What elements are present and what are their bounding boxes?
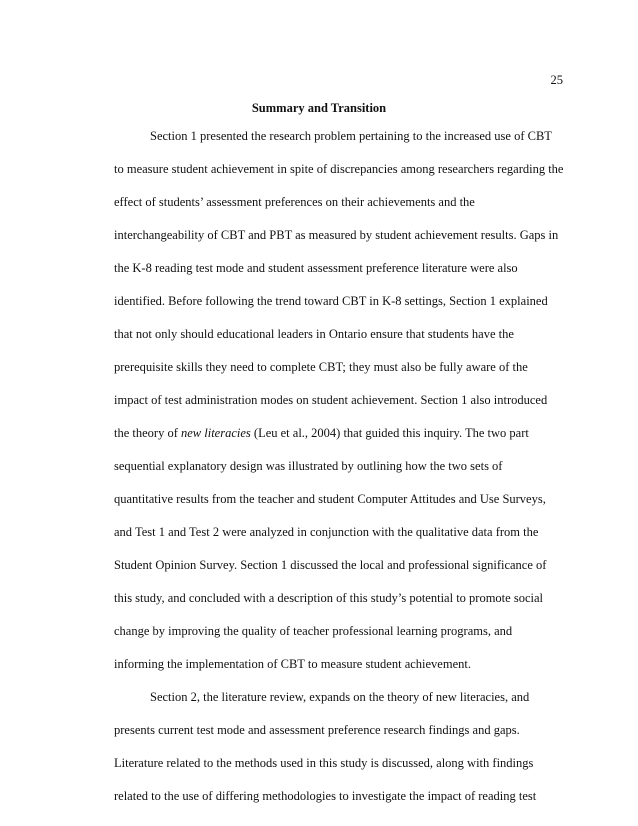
- body-line: identified. Before following the trend toward CBT in K-8 settings, Section 1 explained: [114, 294, 548, 308]
- body-line: Literature related to the methods used in this study is discussed, along with findings: [114, 756, 534, 770]
- page-number: 25: [550, 73, 563, 87]
- text-segment: the theory of: [114, 426, 181, 440]
- body-line: related to the use of differing methodologies to investigate the impact of reading test: [114, 789, 537, 803]
- italic-term: new literacies: [181, 426, 251, 440]
- body-line: to measure student achievement in spite of discrepancies among researchers regarding the: [114, 162, 564, 176]
- body-line: interchangeability of CBT and PBT as measured by student achievement results. Gaps in: [114, 228, 559, 242]
- body-line: Student Opinion Survey. Section 1 discussed the local and professional significance of: [114, 558, 547, 572]
- body-line: informing the implementation of CBT to measure student achievement.: [114, 657, 471, 671]
- body-line: quantitative results from the teacher and student Computer Attitudes and Use Surveys,: [114, 492, 546, 506]
- body-line: and Test 1 and Test 2 were analyzed in conjunction with the qualitative data from the: [114, 525, 539, 539]
- body-line: Section 1 presented the research problem pertaining to the increased use of CBT: [150, 129, 552, 143]
- body-line: Section 2, the literature review, expands on the theory of new literacies, and: [150, 690, 530, 704]
- body-line: that not only should educational leaders in Ontario ensure that students have the: [114, 327, 514, 341]
- section-heading: Summary and Transition: [251, 101, 387, 115]
- body-line: sequential explanatory design was illustrated by outlining how the two sets of: [114, 459, 503, 473]
- body-line: this study, and concluded with a description of this study’s potential to promote social: [114, 591, 543, 605]
- body-line: the K-8 reading test mode and student assessment preference literature were also: [114, 261, 518, 275]
- body-line-with-italic: [114, 425, 529, 441]
- body-line: effect of students’ assessment preferences on their achievements and the: [114, 195, 475, 209]
- body-line: prerequisite skills they need to complete CBT; they must also be fully aware of the: [114, 360, 528, 374]
- text-segment: (Leu et al., 2004) that guided this inquiry. The two part: [250, 426, 529, 440]
- body-line: presents current test mode and assessment preference research findings and gaps.: [114, 723, 520, 737]
- body-line: impact of test administration modes on student achievement. Section 1 also introduced: [114, 393, 548, 407]
- body-line: change by improving the quality of teacher professional learning programs, and: [114, 624, 513, 638]
